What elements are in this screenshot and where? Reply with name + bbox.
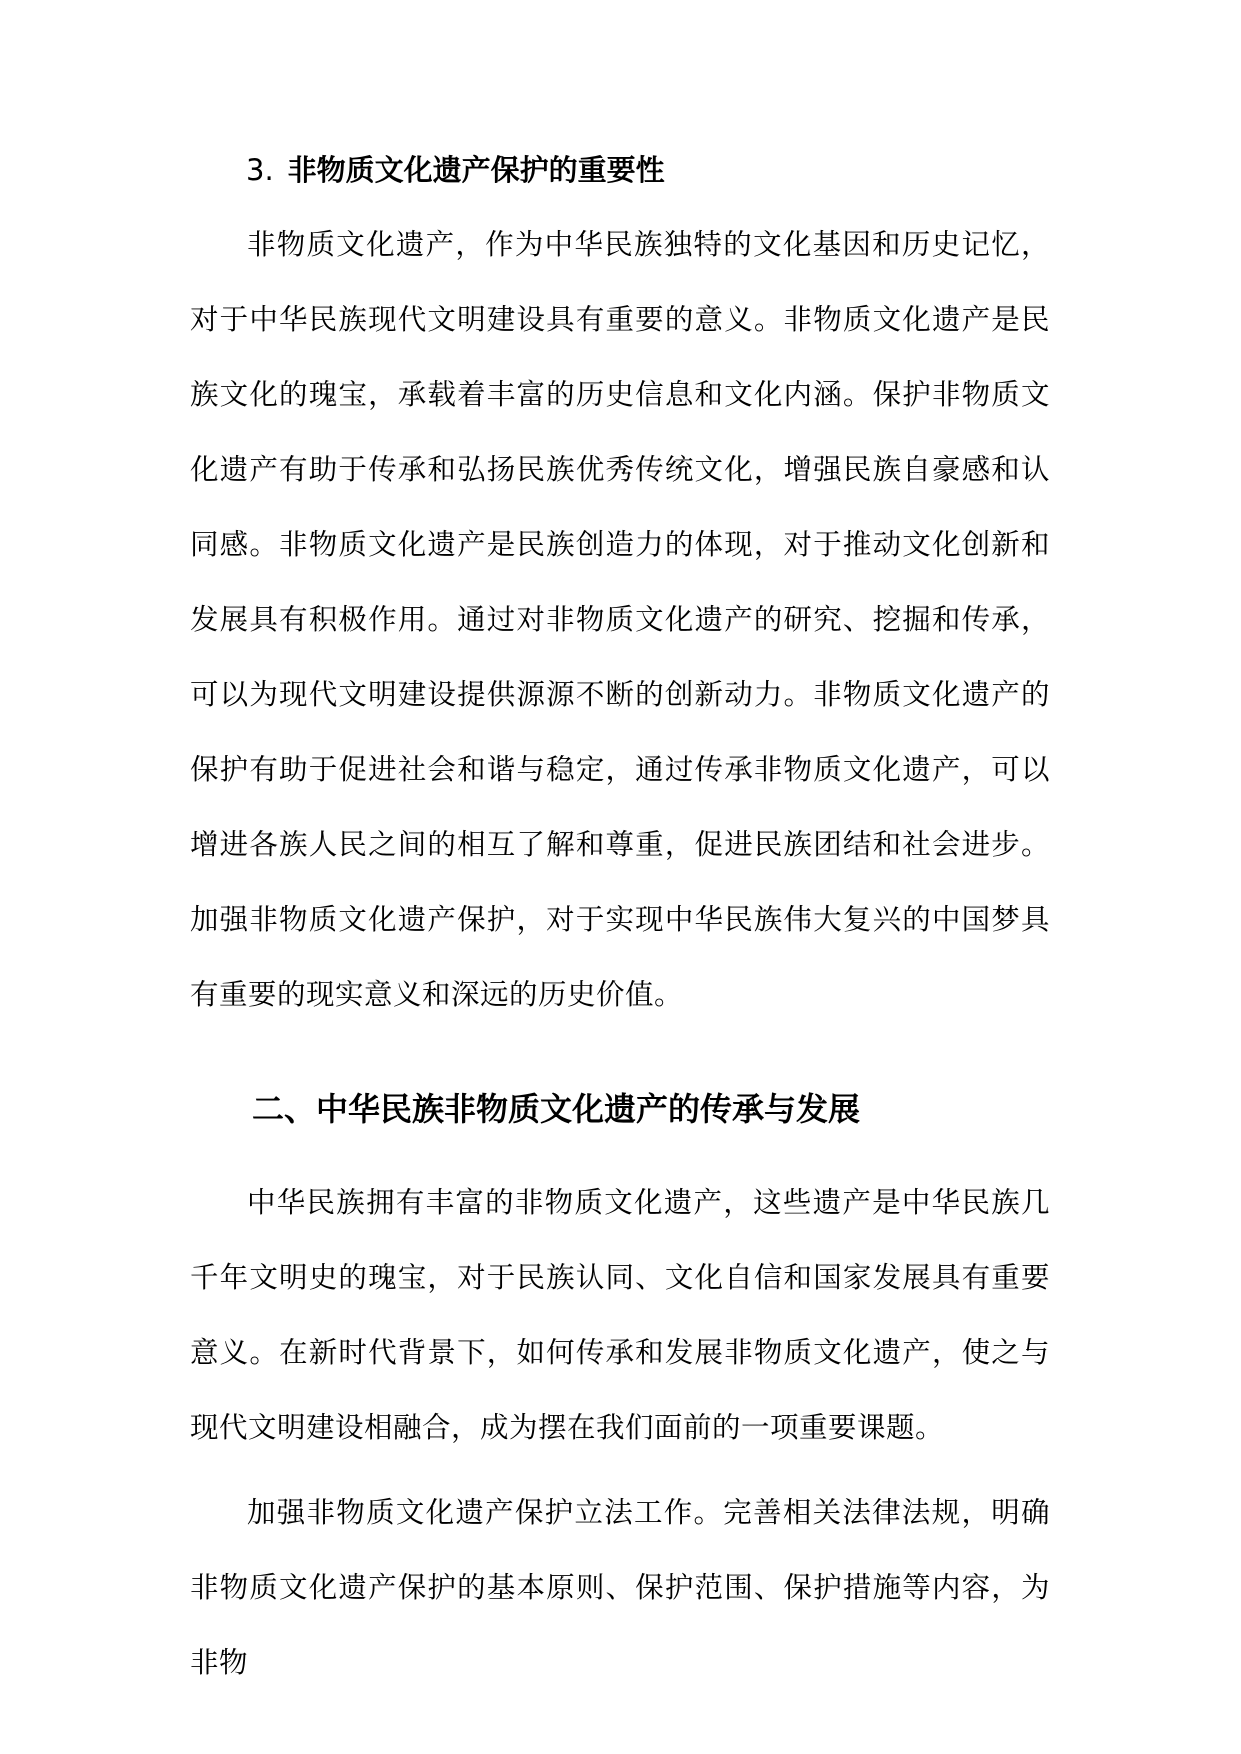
section-3-paragraph: 非物质文化遗产，作为中华民族独特的文化基因和历史记忆，对于中华民族现代文明建设具有重要的意义。非物质文化遗产是民族文化的瑰宝，承载着丰富的历史信息和文化内涵。保护非物质文化遗产有助于传承和弘扬民族优秀传统文化，增强民族自豪感和认同感。非物质文化遗产是民族创造力的体现，对于推动文化创新和发展具有积极作用。通过对非物质文化遗产的研究、挖掘和传承，可以为现代文明建设提供源源不断的创新动力。非物质文化遗产的保护有助于促进社会和谐与稳定，通过传承非物质文化遗产，可以增进各族人民之间的相互了解和尊重，促进民族团结和社会进步。加强非物质文化遗产保护，对于实现中华民族伟大复兴的中国梦具有重要的现实意义和深远的历史价值。: [190, 228, 1050, 1011]
section-2-heading: 二、中华民族非物质文化遗产的传承与发展: [252, 1090, 861, 1128]
section-2-paragraph-2: 加强非物质文化遗产保护立法工作。完善相关法律法规，明确非物质文化遗产保护的基本原则、保护范围、保护措施等内容，为非物: [190, 1496, 1050, 1679]
section-3-title: 非物质文化遗产保护的重要性: [287, 153, 665, 187]
section-2-paragraph-1: 中华民族拥有丰富的非物质文化遗产，这些遗产是中华民族几千年文明史的瑰宝，对于民族认同、文化自信和国家发展具有重要意义。在新时代背景下，如何传承和发展非物质文化遗产，使之与现代文明建设相融合，成为摆在我们面前的一项重要课题。: [190, 1186, 1050, 1444]
section-3-number: 3.: [246, 153, 274, 187]
section-3-heading: [246, 150, 665, 190]
